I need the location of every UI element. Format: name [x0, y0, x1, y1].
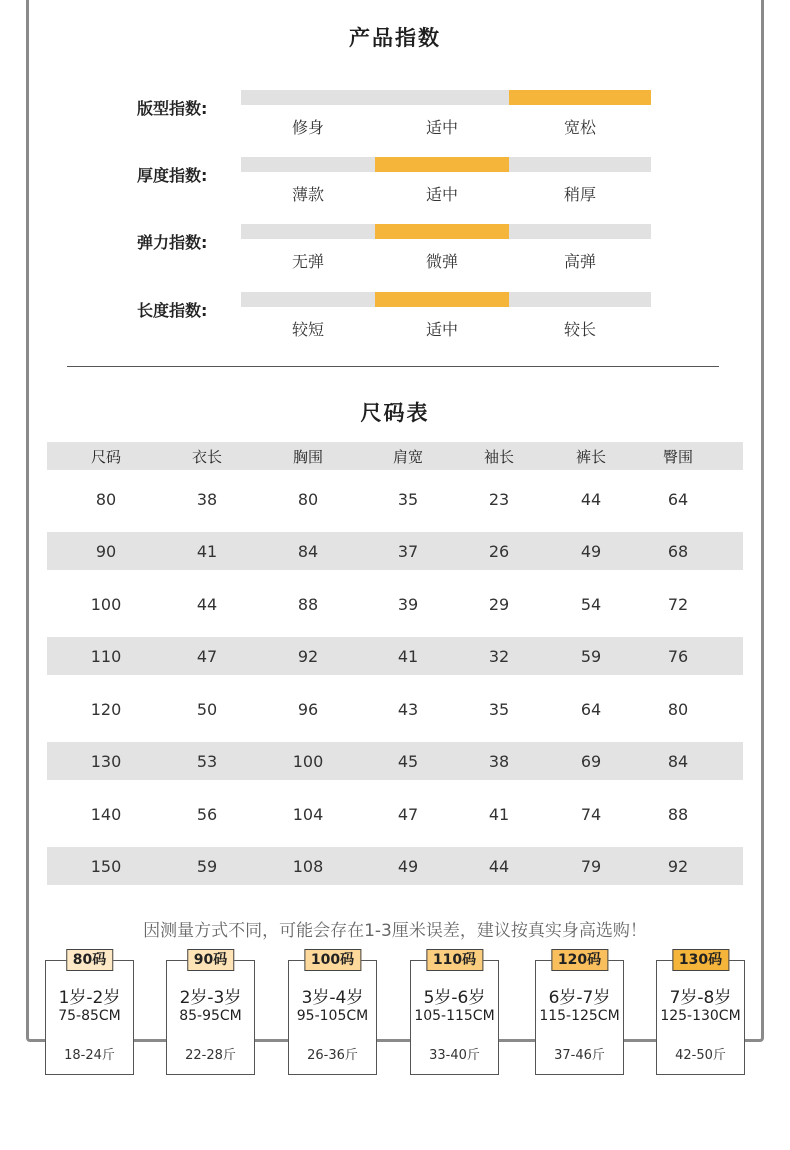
table-cell: 38: [488, 751, 510, 771]
table-cell: 72: [667, 594, 689, 614]
age-range: 2岁-3岁: [179, 988, 242, 1008]
table-row: [47, 578, 743, 630]
table-cell: 120: [90, 699, 122, 719]
index-bar-selected: [375, 292, 509, 307]
table-cell: 54: [580, 594, 602, 614]
size-tag: 120码: [551, 949, 608, 971]
weight-range: 33-40斤: [429, 1048, 480, 1063]
table-cell: 29: [488, 594, 510, 614]
index-row: [0, 157, 790, 207]
weight-range: 18-24斤: [64, 1048, 115, 1063]
table-cell: 88: [667, 804, 689, 824]
size-guide-card: [288, 952, 377, 1075]
table-cell: 44: [580, 489, 602, 509]
height-range: 105-115CM: [414, 1008, 495, 1024]
table-header-cell: 尺码: [90, 447, 121, 466]
table-cell: 96: [297, 699, 319, 719]
index-bar: [241, 90, 375, 105]
table-cell: 44: [196, 594, 218, 614]
table-cell: 23: [488, 489, 510, 509]
table-row: [47, 788, 743, 840]
index-option: 稍厚: [563, 185, 596, 204]
table-cell: 80: [297, 489, 319, 509]
size-guide-card: [535, 952, 624, 1075]
table-cell: 90: [95, 541, 117, 561]
table-row: [47, 742, 743, 780]
size-guide-card: [45, 952, 134, 1075]
table-cell: 64: [580, 699, 602, 719]
table-row: [47, 532, 743, 570]
index-option: 修身: [291, 118, 324, 137]
table-cell: 92: [297, 646, 319, 666]
index-bar-selected: [509, 90, 651, 105]
table-cell: 100: [292, 751, 324, 771]
index-option: 较长: [563, 320, 596, 339]
size-tag: 130码: [672, 949, 729, 971]
table-cell: 53: [196, 751, 218, 771]
weight-range: 22-28斤: [185, 1048, 236, 1063]
index-option: 微弹: [425, 252, 458, 271]
size-tag: 110码: [426, 949, 483, 971]
table-cell: 41: [196, 541, 218, 561]
table-cell: 76: [667, 646, 689, 666]
table-cell: 140: [90, 804, 122, 824]
table-cell: 39: [397, 594, 419, 614]
table-cell: 41: [397, 646, 419, 666]
table-cell: 56: [196, 804, 218, 824]
weight-range: 26-36斤: [307, 1048, 358, 1063]
age-range: 3岁-4岁: [301, 988, 364, 1008]
size-tag: 80码: [66, 949, 113, 971]
table-cell: 26: [488, 541, 510, 561]
index-option: 宽松: [563, 118, 596, 137]
table-cell: 59: [580, 646, 602, 666]
table-cell: 79: [580, 856, 602, 876]
index-option: 高弹: [563, 252, 596, 271]
table-cell: 104: [292, 804, 324, 824]
size-guide-card: [410, 952, 499, 1075]
table-header-row: [47, 442, 743, 470]
size-table: [47, 442, 743, 893]
height-range: 115-125CM: [539, 1008, 620, 1024]
section-divider: [67, 366, 719, 367]
height-range: 75-85CM: [58, 1008, 121, 1024]
table-cell: 41: [488, 804, 510, 824]
table-cell: 45: [397, 751, 419, 771]
table-cell: 84: [297, 541, 319, 561]
index-bar: [509, 292, 651, 307]
table-header-cell: 袖长: [483, 447, 514, 466]
table-cell: 37: [397, 541, 419, 561]
index-option: 薄款: [291, 185, 324, 204]
table-cell: 43: [397, 699, 419, 719]
table-row: [47, 847, 743, 885]
table-cell: 38: [196, 489, 218, 509]
table-cell: 80: [667, 699, 689, 719]
table-cell: 59: [196, 856, 218, 876]
index-bar: [241, 292, 375, 307]
height-range: 85-95CM: [179, 1008, 242, 1024]
table-cell: 92: [667, 856, 689, 876]
age-range: 1岁-2岁: [58, 988, 121, 1008]
index-label: 弹力指数:: [137, 233, 208, 252]
table-cell: 47: [397, 804, 419, 824]
index-option: 较短: [291, 320, 324, 339]
size-chart-title: 尺码表: [360, 401, 430, 425]
table-cell: 150: [90, 856, 122, 876]
age-range: 5岁-6岁: [423, 988, 486, 1008]
table-header-cell: 裤长: [575, 447, 606, 466]
age-range: 6岁-7岁: [548, 988, 611, 1008]
index-bar: [509, 224, 651, 239]
table-cell: 130: [90, 751, 122, 771]
index-row: [0, 90, 790, 140]
height-range: 125-130CM: [660, 1008, 741, 1024]
measurement-note: 因测量方式不同，可能会存在1-3厘米误差，建议按真实身高选购！: [143, 921, 647, 941]
table-row: [47, 683, 743, 735]
table-cell: 49: [580, 541, 602, 561]
table-cell: 110: [90, 646, 122, 666]
index-bar: [509, 157, 651, 172]
age-range: 7岁-8岁: [669, 988, 732, 1008]
table-cell: 64: [667, 489, 689, 509]
index-label: 长度指数:: [137, 301, 208, 320]
table-cell: 84: [667, 751, 689, 771]
table-cell: 80: [95, 489, 117, 509]
table-cell: 69: [580, 751, 602, 771]
table-cell: 49: [397, 856, 419, 876]
product-index-title: 产品指数: [349, 26, 441, 50]
index-bar-selected: [375, 224, 509, 239]
table-header-cell: 衣长: [191, 447, 222, 466]
size-tag: 90码: [187, 949, 234, 971]
table-header-cell: 臀围: [662, 447, 693, 466]
weight-range: 37-46斤: [554, 1048, 605, 1063]
table-cell: 50: [196, 699, 218, 719]
index-label: 版型指数:: [137, 99, 208, 118]
table-cell: 32: [488, 646, 510, 666]
table-header-cell: 胸围: [292, 447, 323, 466]
table-cell: 47: [196, 646, 218, 666]
index-option: 适中: [425, 320, 458, 339]
index-option: 无弹: [291, 252, 324, 271]
table-header-cell: 肩宽: [392, 447, 423, 466]
index-bar: [241, 157, 375, 172]
table-row: [47, 473, 743, 525]
index-label: 厚度指数:: [137, 166, 208, 185]
table-cell: 74: [580, 804, 602, 824]
table-cell: 88: [297, 594, 319, 614]
index-option: 适中: [425, 185, 458, 204]
table-row: [47, 637, 743, 675]
height-range: 95-105CM: [296, 1008, 369, 1024]
table-cell: 100: [90, 594, 122, 614]
size-tag: 100码: [304, 949, 361, 971]
size-guide-card: [166, 952, 255, 1075]
index-option: 适中: [425, 118, 458, 137]
table-cell: 35: [488, 699, 510, 719]
size-guide-card: [656, 952, 745, 1075]
weight-range: 42-50斤: [675, 1048, 726, 1063]
index-bar-selected: [375, 157, 509, 172]
table-cell: 35: [397, 489, 419, 509]
table-cell: 68: [667, 541, 689, 561]
index-row: [0, 292, 790, 342]
index-bar: [375, 90, 509, 105]
table-cell: 44: [488, 856, 510, 876]
index-bar: [241, 224, 375, 239]
table-cell: 108: [292, 856, 324, 876]
index-row: [0, 224, 790, 274]
